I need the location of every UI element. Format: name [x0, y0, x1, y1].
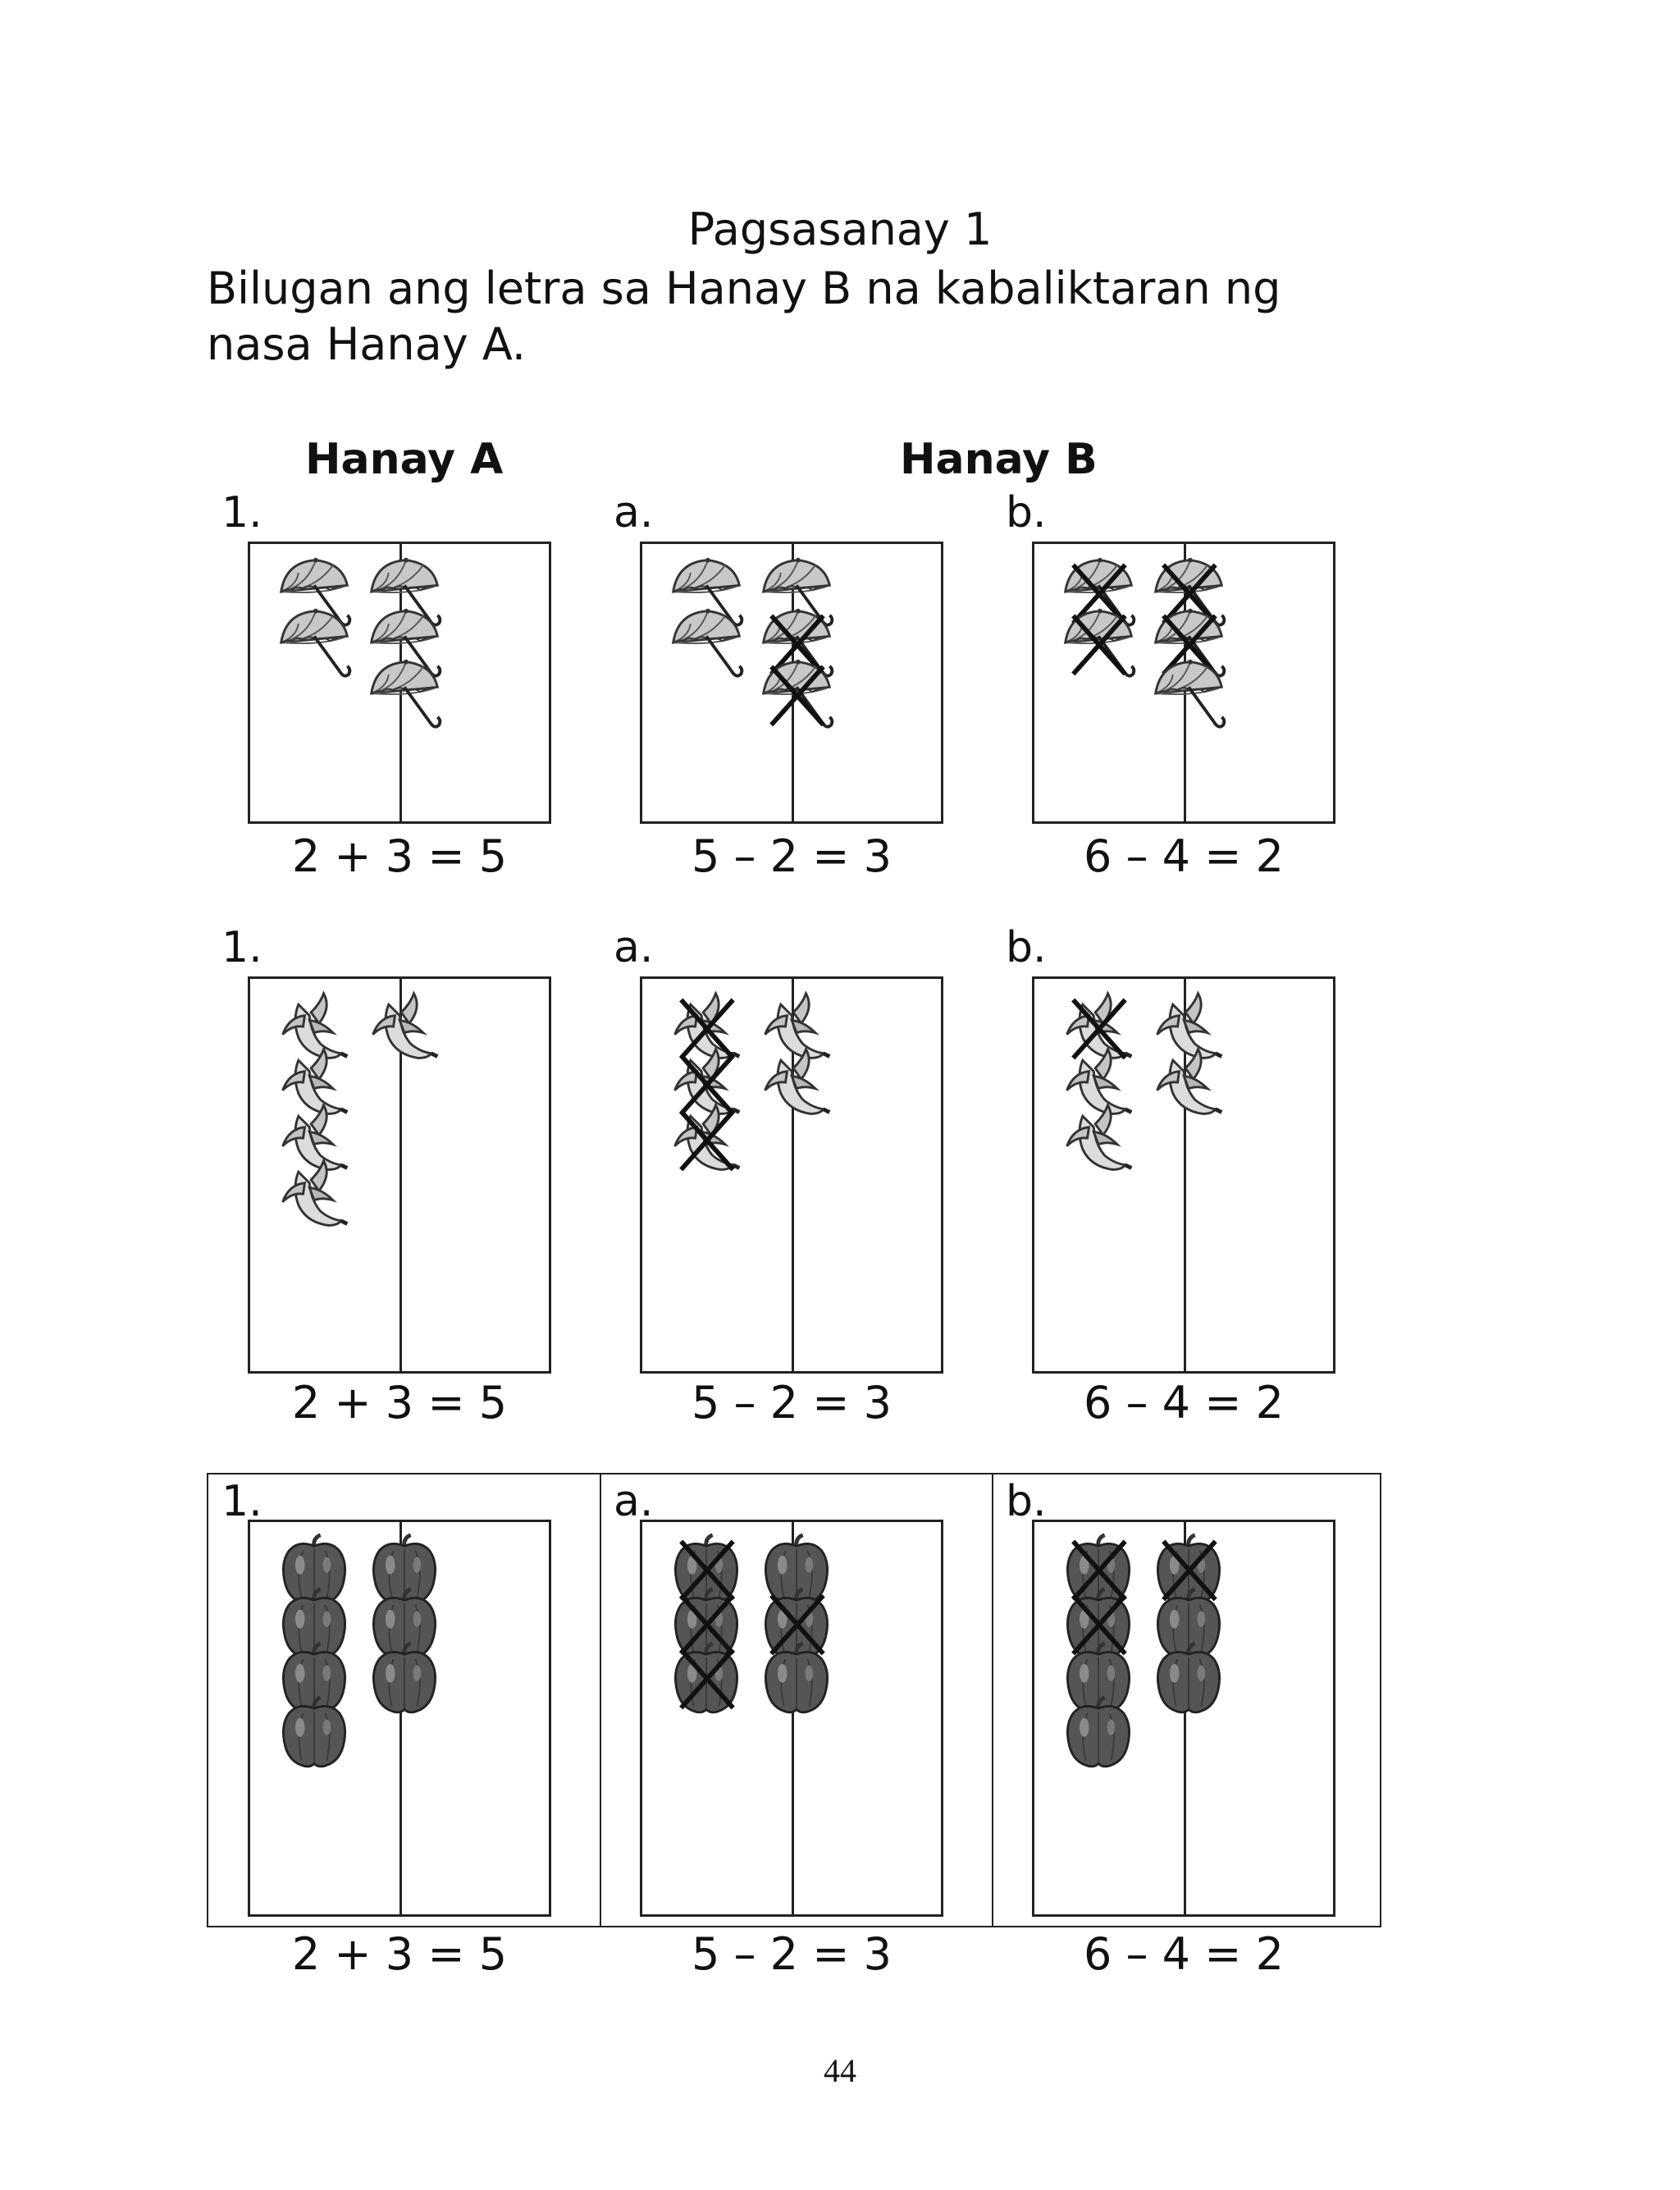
cross-out-mark — [1059, 605, 1138, 684]
umbrella-icon — [757, 656, 836, 734]
equation: 2 + 3 = 5 — [291, 1928, 508, 1980]
umbrella-icon — [365, 656, 444, 734]
pepper-panel-1 — [248, 1520, 551, 1917]
column-b-heading: Hanay B — [900, 435, 1098, 484]
bell-pepper-icon — [275, 1693, 354, 1772]
item-label[interactable]: b. — [1006, 923, 1047, 972]
umbrella-panel-1 — [248, 542, 551, 824]
umbrella-icon — [275, 605, 354, 684]
banana-icon — [365, 989, 444, 1068]
item-label: 1. — [221, 1477, 262, 1526]
bell-pepper-icon — [757, 1639, 836, 1717]
banana-icon — [1059, 1100, 1138, 1179]
equation: 2 + 3 = 5 — [291, 830, 508, 882]
bell-pepper-icon — [1149, 1639, 1228, 1717]
cross-out-mark — [757, 656, 836, 734]
banana-panel-1 — [248, 976, 551, 1374]
cross-out-mark — [667, 1100, 746, 1179]
umbrella-panel-a — [640, 542, 943, 824]
banana-panel-a — [640, 976, 943, 1374]
equation: 2 + 3 = 5 — [291, 1377, 508, 1429]
pepper-panel-b — [1032, 1520, 1335, 1917]
banana-panel-b — [1032, 976, 1335, 1374]
item-label[interactable]: b. — [1006, 1477, 1047, 1526]
equation: 6 – 4 = 2 — [1084, 830, 1284, 882]
umbrella-icon — [1059, 605, 1138, 684]
banana-icon — [667, 1100, 746, 1179]
equation: 5 – 2 = 3 — [692, 1928, 892, 1980]
banana-icon — [757, 1045, 836, 1123]
equation: 6 – 4 = 2 — [1084, 1377, 1284, 1429]
instruction-text: Bilugan ang letra sa Hanay B na kabaliktaran ng nasa Hanay A. — [207, 263, 1281, 370]
bell-pepper-icon — [365, 1639, 444, 1717]
item-label: 1. — [221, 488, 262, 537]
equation: 5 – 2 = 3 — [692, 1377, 892, 1429]
item-label: 1. — [221, 923, 262, 972]
bell-pepper-icon — [667, 1639, 746, 1717]
cross-out-mark — [667, 1639, 746, 1717]
item-label[interactable]: a. — [614, 1477, 654, 1526]
banana-icon — [275, 1156, 354, 1235]
banana-icon — [1149, 1045, 1228, 1123]
column-a-heading: Hanay A — [305, 435, 504, 484]
page-number: 44 — [824, 2052, 856, 2089]
equation: 5 – 2 = 3 — [692, 830, 892, 882]
item-label[interactable]: a. — [614, 923, 654, 972]
umbrella-panel-b — [1032, 542, 1335, 824]
item-label[interactable]: a. — [614, 488, 654, 537]
equation: 6 – 4 = 2 — [1084, 1928, 1284, 1980]
umbrella-icon — [667, 605, 746, 684]
exercise-title: Pagsasanay 1 — [687, 203, 993, 255]
item-label[interactable]: b. — [1006, 488, 1047, 537]
pepper-panel-a — [640, 1520, 943, 1917]
umbrella-icon — [1149, 656, 1228, 734]
bell-pepper-icon — [1059, 1693, 1138, 1772]
